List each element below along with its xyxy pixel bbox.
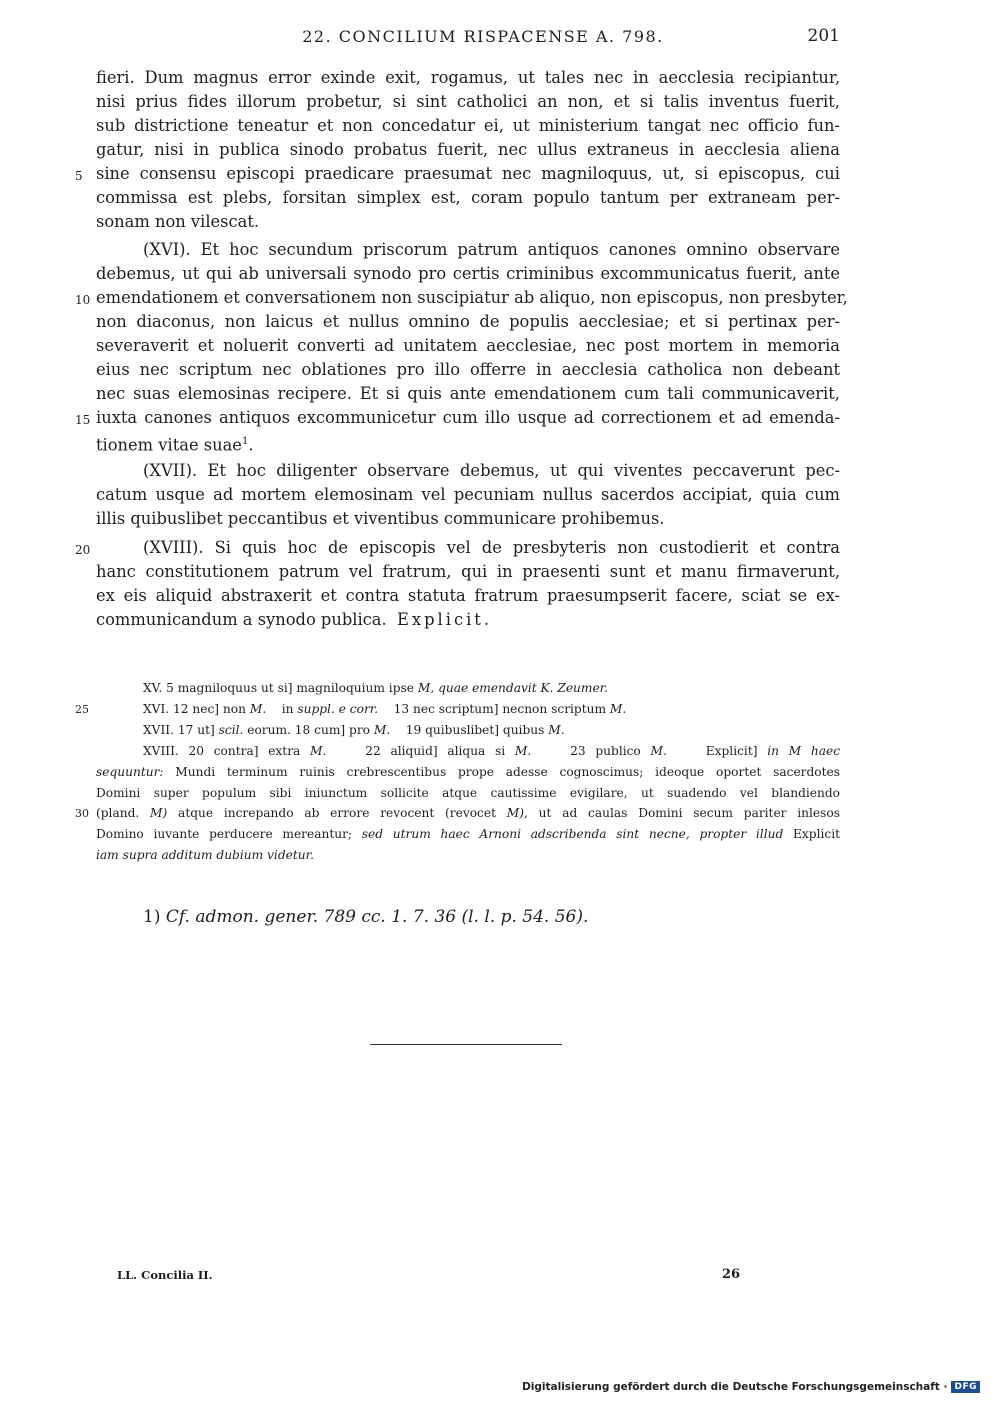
text-line: ex eis aliquid abstraxerit et contra statuta fratrum praesumpserit facere, sciat se ex- — [96, 586, 840, 605]
text-line: fieri. Dum magnus error exinde exit, rogamus, ut tales nec in aecclesia recipiantur, — [96, 68, 840, 87]
line-number: 30 — [75, 807, 89, 820]
text-line: sub districtione teneatur et non concedatur ei, ut ministerium tangat nec officio fun- — [96, 116, 840, 135]
text-line: illis quibuslibet peccantibus et viventibus communicare prohibemus. — [96, 509, 665, 528]
page-number: 201 — [807, 26, 840, 46]
text-line: (XVI). Et hoc secundum priscorum patrum antiquos canones omnino observare — [143, 240, 840, 259]
apparatus-note: XV. 5 magniloquus ut si] magniloquium ipse M, quae emendavit K. Zeumer. — [143, 681, 609, 695]
line-number: 25 — [75, 703, 89, 716]
line-number: 20 — [75, 543, 91, 557]
text-line: gatur, nisi in publica sinodo probatus fuerit, nec ullus extraneus in aecclesia aliena — [96, 140, 840, 159]
text-line: debemus, ut qui ab universali synodo pro certis criminibus excommunicatus fuerit, ante — [96, 264, 840, 283]
dfg-logo-icon: DFG — [951, 1381, 980, 1393]
apparatus-note: XVI. 12 nec] non M. in suppl. e corr. 13 nec scriptum] necnon scriptum M. — [143, 702, 627, 716]
apparatus-note: XVII. 17 ut] scil. eorum. 18 cum] pro M. 19 quibuslibet] quibus M. — [143, 723, 565, 737]
text-line: eius nec scriptum nec oblationes pro illo offerre in aecclesia catholica non debeant — [96, 360, 840, 379]
apparatus-note: Domini super populum sibi iniunctum sollicite atque cautissime evigilare, ut suadendo vel blandiendo — [96, 786, 840, 800]
footnote-marker: 1 — [241, 436, 249, 447]
text-line: hanc constitutionem patrum vel fratrum, qui in praesenti sunt et manu firmaverunt, — [96, 562, 840, 581]
apparatus-note: iam supra additum dubium videtur. — [96, 848, 314, 862]
text-line: commissa est plebs, forsitan simplex est, coram populo tantum per extraneam per- — [96, 188, 840, 207]
text-line: catum usque ad mortem elemosinam vel pecuniam nullus sacerdos accipiat, quia cum — [96, 485, 840, 504]
text-line: (XVIII). Si quis hoc de episcopis vel de presbyteris non custodierit et contra — [143, 538, 840, 557]
apparatus-note: XVIII. 20 contra] extra M. 22 aliquid] aliqua si M. 23 publico M. Explicit] in M haec — [143, 744, 841, 758]
footnote: 1) Cf. admon. gener. 789 cc. 1. 7. 36 (l. l. p. 54. 56). — [143, 907, 589, 927]
apparatus-note: Domino iuvante perducere mereantur; sed utrum haec Arnoni adscribenda sint necne, propter illud Explicit — [96, 827, 840, 841]
text-line: nec suas elemosinas recipere. Et si quis ante emendationem cum tali communicaverit, — [96, 384, 840, 403]
apparatus-note: (pland. M) atque increpando ab errore revocent (revocet M), ut ad caulas Domini secum pariter inlesos — [96, 806, 840, 820]
running-title: 22. CONCILIUM RISPACENSE A. 798. — [302, 27, 664, 46]
text-line: sonam non vilescat. — [96, 212, 260, 231]
text-line: communicandum a synodo publica. Explicit. — [96, 610, 492, 629]
explicit: Explicit. — [397, 610, 492, 629]
line-number: 5 — [75, 169, 83, 183]
text-line: severaverit et noluerit converti ad unitatem aecclesiae, nec post mortem in memoria — [96, 336, 840, 355]
text-line: sine consensu episcopi praedicare praesumat nec magniloquus, ut, si episcopus, cui — [96, 164, 840, 183]
apparatus-note: sequuntur: Mundi terminum ruinis crebrescentibus prope adesse cognoscimus; ideoque oportet sacerdotes — [96, 765, 840, 779]
closing-rule — [370, 1044, 562, 1045]
dfg-credit: Digitalisierung gefördert durch die Deutsche Forschungsgemeinschaft · DFG — [522, 1381, 980, 1393]
text-line: non diaconus, non laicus et nullus omnino de populis aecclesiae; et si pertinax per- — [96, 312, 840, 331]
text-line: emendationem et conversationem non suscipiatur ab aliquo, non episcopus, non presbyter, — [96, 288, 848, 307]
line-number: 15 — [75, 413, 91, 427]
text-line: iuxta canones antiquos excommunicetur cum illo usque ad correctionem et ad emenda- — [96, 408, 840, 427]
sheet-number: 26 — [722, 1267, 741, 1282]
signature-mark: LL. Concilia II. — [117, 1268, 213, 1282]
text-line: nisi prius fides illorum probetur, si sint catholici an non, et si talis inventus fuerit, — [96, 92, 840, 111]
line-number: 10 — [75, 293, 91, 307]
text-line: tionem vitae suae$^1$. — [96, 435, 254, 455]
text-line: (XVII). Et hoc diligenter observare debemus, ut qui viventes peccaverunt pec- — [143, 461, 840, 480]
